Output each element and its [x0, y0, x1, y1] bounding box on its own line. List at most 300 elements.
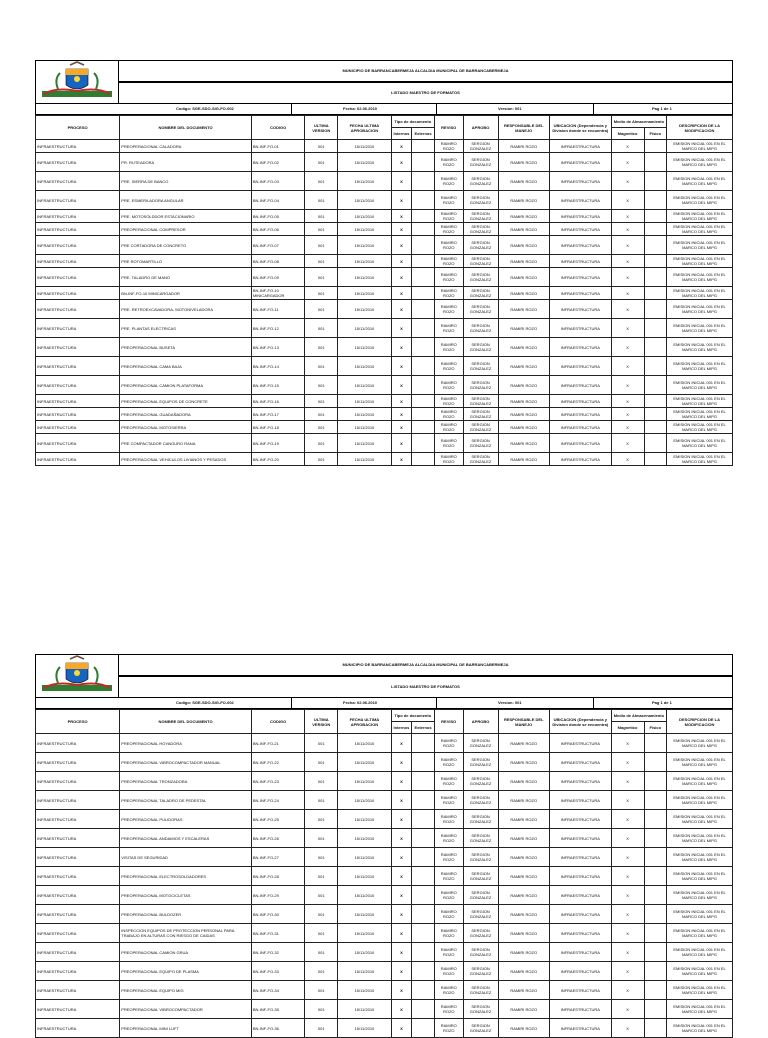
cell-responsable: RAMIRI ROZO: [498, 268, 549, 287]
cell-fisico: [644, 734, 667, 753]
table-row: [36, 210, 733, 223]
cell-proceso: INFRAESTRUCTURA: [36, 395, 120, 408]
cell-proceso: INFRAESTRUCTURA: [36, 319, 120, 338]
cell-externos: [412, 395, 435, 408]
cell-magnetico: X: [611, 848, 644, 867]
cell-responsable: RAMIRI ROZO: [498, 357, 549, 376]
cell-descripcion: EMISION INICIAL 001 EN EL MARCO DEL MIPG: [667, 981, 733, 1000]
cell-internos: X: [391, 867, 412, 886]
cell-reviso: RAMIRO ROZO: [434, 338, 463, 357]
cell-version: 001: [305, 191, 338, 210]
cell-magnetico: X: [611, 981, 644, 1000]
table-row: [36, 300, 733, 319]
cell-responsable: RAMIRI ROZO: [498, 791, 549, 810]
cell-externos: [412, 300, 435, 319]
cell-externos: [412, 338, 435, 357]
cell-nombre: PREOPERACIONAL CAMA BAJA: [120, 357, 252, 376]
formats-table: [35, 709, 733, 1038]
cell-reviso: RAMIRO ROZO: [434, 829, 463, 848]
table-row: [36, 734, 733, 753]
cell-internos: X: [391, 140, 412, 153]
cell-ubicacion: INFRAESTRUCTURA: [549, 408, 611, 421]
cell-proceso: INFRAESTRUCTURA: [36, 236, 120, 255]
cell-codigo: BN-INF-FO-23: [251, 772, 304, 791]
cell-version: 001: [305, 255, 338, 268]
cell-nombre: PREOPERACIONAL BULDOZER: [120, 905, 252, 924]
cell-version: 001: [305, 172, 338, 191]
cell-ubicacion: INFRAESTRUCTURA: [549, 287, 611, 300]
cell-fecha: 15/11/2010: [338, 236, 391, 255]
col-fecha-ultima: FECHA ULTIMA APROBACION: [338, 116, 391, 140]
cell-version: 001: [305, 943, 338, 962]
cell-codigo: BN-INF-FO-30: [251, 905, 304, 924]
cell-nombre: PREOPERACIONAL VEHICULOS LIVIANOS Y PESADOS: [120, 453, 252, 466]
cell-fisico: [644, 255, 667, 268]
cell-reviso: RAMIRO ROZO: [434, 791, 463, 810]
cell-descripcion: EMISION INICIAL 001 EN EL MARCO DEL MIPG: [667, 395, 733, 408]
cell-fisico: [644, 434, 667, 453]
cell-ubicacion: INFRAESTRUCTURA: [549, 791, 611, 810]
cell-internos: X: [391, 268, 412, 287]
cell-codigo: BN-INF-FO-06: [251, 223, 304, 236]
cell-ubicacion: INFRAESTRUCTURA: [549, 268, 611, 287]
cell-proceso: INFRAESTRUCTURA: [36, 357, 120, 376]
cell-ubicacion: INFRAESTRUCTURA: [549, 962, 611, 981]
cell-fecha: 15/11/2010: [338, 376, 391, 395]
cell-codigo: BN-INF-FO-12: [251, 319, 304, 338]
cell-codigo: BN-INF-FO-02: [251, 153, 304, 172]
cell-fisico: [644, 210, 667, 223]
cell-internos: X: [391, 153, 412, 172]
cell-proceso: INFRAESTRUCTURA: [36, 1019, 120, 1038]
cell-fecha: 15/11/2010: [338, 191, 391, 210]
cell-externos: [412, 829, 435, 848]
cell-proceso: INFRAESTRUCTURA: [36, 172, 120, 191]
cell-version: 001: [305, 453, 338, 466]
cell-aprobo: SERGION GONZALEZ: [463, 268, 498, 287]
cell-magnetico: X: [611, 1019, 644, 1038]
cell-proceso: INFRAESTRUCTURA: [36, 810, 120, 829]
cell-magnetico: X: [611, 223, 644, 236]
cell-ubicacion: INFRAESTRUCTURA: [549, 395, 611, 408]
cell-internos: X: [391, 753, 412, 772]
cell-codigo: BN-INF-FO-36: [251, 1019, 304, 1038]
cell-fisico: [644, 905, 667, 924]
cell-ubicacion: INFRAESTRUCTURA: [549, 421, 611, 434]
cell-reviso: RAMIRO ROZO: [434, 268, 463, 287]
cell-nombre: PREOPERACIONAL TRONZADORA: [120, 772, 252, 791]
cell-fisico: [644, 886, 667, 905]
cell-magnetico: X: [611, 210, 644, 223]
cell-fecha: 15/11/2010: [338, 153, 391, 172]
cell-reviso: RAMIRO ROZO: [434, 210, 463, 223]
cell-aprobo: SERGION GONZALEZ: [463, 255, 498, 268]
cell-magnetico: X: [611, 791, 644, 810]
col-fecha-ultima: FECHA ULTIMA APROBACION: [338, 710, 391, 734]
cell-fisico: [644, 421, 667, 434]
cell-fisico: [644, 223, 667, 236]
col-codigo: CODIGO: [251, 116, 304, 140]
cell-magnetico: X: [611, 191, 644, 210]
cell-proceso: INFRAESTRUCTURA: [36, 338, 120, 357]
cell-descripcion: EMISION INICIAL 001 EN EL MARCO DEL MIPG: [667, 357, 733, 376]
cell-codigo: BN-INF-FO-28: [251, 867, 304, 886]
cell-version: 001: [305, 1000, 338, 1019]
cell-internos: X: [391, 1019, 412, 1038]
cell-magnetico: X: [611, 810, 644, 829]
table-header: [36, 116, 733, 140]
cell-codigo: BN-INF-FO-08: [251, 255, 304, 268]
col-reviso: REVISO: [434, 710, 463, 734]
cell-externos: [412, 223, 435, 236]
cell-nombre: PREOPERACIONAL TALADRO DE PEDESTAL: [120, 791, 252, 810]
cell-reviso: RAMIRO ROZO: [434, 236, 463, 255]
cell-magnetico: X: [611, 408, 644, 421]
cell-internos: X: [391, 886, 412, 905]
table-row: [36, 255, 733, 268]
cell-nombre: PREOPERACIONAL CAMION GRUA: [120, 943, 252, 962]
cell-codigo: BN-INF-FO-18: [251, 421, 304, 434]
cell-magnetico: X: [611, 287, 644, 300]
col-ultima-version: ULTIMA VERSION: [305, 710, 338, 734]
municipio-title: MUNICIPIO DE BARRANCABERMEJA ALCALDIA MUNICIPAL DE BARRANCABERMEJA: [119, 60, 733, 82]
table-row: [36, 924, 733, 943]
cell-descripcion: EMISION INICIAL 001 EN EL MARCO DEL MIPG: [667, 210, 733, 223]
cell-fisico: [644, 924, 667, 943]
cell-nombre: PREOPERACIONAL CAMION PLATAFORMA: [120, 376, 252, 395]
cell-responsable: RAMIRI ROZO: [498, 810, 549, 829]
cell-fisico: [644, 236, 667, 255]
cell-responsable: RAMIRI ROZO: [498, 421, 549, 434]
cell-aprobo: SERGION GONZALEZ: [463, 962, 498, 981]
cell-internos: X: [391, 848, 412, 867]
cell-descripcion: EMISION INICIAL 001 EN EL MARCO DEL MIPG: [667, 1019, 733, 1038]
cell-descripcion: EMISION INICIAL 001 EN EL MARCO DEL MIPG: [667, 153, 733, 172]
col-nombre: NOMBRE DEL DOCUMENTO: [120, 116, 252, 140]
cell-codigo: BN-INF-FO-25: [251, 810, 304, 829]
cell-ubicacion: INFRAESTRUCTURA: [549, 140, 611, 153]
cell-responsable: RAMIRI ROZO: [498, 943, 549, 962]
table-row: [36, 191, 733, 210]
cell-fecha: 15/11/2010: [338, 268, 391, 287]
cell-externos: [412, 981, 435, 1000]
cell-nombre: PREOPERACIONAL COMPRESOR: [120, 223, 252, 236]
cell-descripcion: EMISION INICIAL 001 EN EL MARCO DEL MIPG: [667, 905, 733, 924]
cell-fisico: [644, 287, 667, 300]
cell-descripcion: EMISION INICIAL 001 EN EL MARCO DEL MIPG: [667, 924, 733, 943]
listado-title: LISTADO MAESTRO DE FORMATOS: [119, 82, 733, 104]
cell-descripcion: EMISION INICIAL 001 EN EL MARCO DEL MIPG: [667, 376, 733, 395]
cell-magnetico: X: [611, 829, 644, 848]
cell-fecha: 15/11/2010: [338, 867, 391, 886]
col-fisico: Fisico: [644, 128, 667, 140]
cell-responsable: RAMIRI ROZO: [498, 434, 549, 453]
col-proceso: PROCESO: [36, 116, 120, 140]
cell-internos: X: [391, 300, 412, 319]
cell-internos: X: [391, 408, 412, 421]
col-magnetico: Magnetico: [611, 128, 644, 140]
col-tipo-documento: Tipo de documento: [391, 116, 434, 128]
listado-title: LISTADO MAESTRO DE FORMATOS: [119, 676, 733, 698]
cell-ubicacion: INFRAESTRUCTURA: [549, 376, 611, 395]
table-row: [36, 848, 733, 867]
cell-internos: X: [391, 905, 412, 924]
col-ultima-version: ULTIMA VERSION: [305, 116, 338, 140]
cell-externos: [412, 408, 435, 421]
cell-codigo: BN-INF-FO-10 MINICARGADOR: [251, 287, 304, 300]
cell-nombre: PRE. SIERRA DE BANCO: [120, 172, 252, 191]
cell-ubicacion: INFRAESTRUCTURA: [549, 981, 611, 1000]
cell-reviso: RAMIRO ROZO: [434, 867, 463, 886]
cell-codigo: BN-INF-FO-03: [251, 172, 304, 191]
cell-proceso: INFRAESTRUCTURA: [36, 300, 120, 319]
cell-fecha: 15/11/2010: [338, 421, 391, 434]
cell-nombre: PRE CORTADORA DE CONCRETO: [120, 236, 252, 255]
col-medio: Medio de Almacenamiento: [611, 710, 667, 722]
cell-fecha: 15/11/2010: [338, 753, 391, 772]
table-row: [36, 357, 733, 376]
table-row: [36, 943, 733, 962]
cell-magnetico: X: [611, 300, 644, 319]
cell-reviso: RAMIRO ROZO: [434, 319, 463, 338]
table-row: [36, 886, 733, 905]
table-row: [36, 981, 733, 1000]
cell-internos: X: [391, 962, 412, 981]
cell-codigo: BN-INF-FO-19: [251, 434, 304, 453]
cell-fecha: 15/11/2010: [338, 223, 391, 236]
cell-nombre: PR. RUTEADORA: [120, 153, 252, 172]
cell-nombre: PREOPERACIONAL EQUIPO DE PLASMA: [120, 962, 252, 981]
col-internos: Internos: [391, 722, 412, 734]
col-aprobo: APROBO: [463, 116, 498, 140]
cell-externos: [412, 943, 435, 962]
cell-fecha: 15/11/2010: [338, 357, 391, 376]
cell-externos: [412, 1000, 435, 1019]
cell-descripcion: EMISION INICIAL 001 EN EL MARCO DEL MIPG: [667, 753, 733, 772]
cell-descripcion: EMISION INICIAL 001 EN EL MARCO DEL MIPG: [667, 453, 733, 466]
cell-reviso: RAMIRO ROZO: [434, 300, 463, 319]
cell-ubicacion: INFRAESTRUCTURA: [549, 172, 611, 191]
cell-responsable: RAMIRI ROZO: [498, 962, 549, 981]
cell-responsable: RAMIRI ROZO: [498, 338, 549, 357]
cell-aprobo: SERGION GONZALEZ: [463, 905, 498, 924]
cell-fecha: 15/11/2010: [338, 905, 391, 924]
cell-nombre: PREOPERACIONAL CALADORA: [120, 140, 252, 153]
cell-aprobo: SERGION GONZALEZ: [463, 453, 498, 466]
cell-codigo: BN-INF-FO-17: [251, 408, 304, 421]
cell-ubicacion: INFRAESTRUCTURA: [549, 255, 611, 268]
cell-responsable: RAMIRI ROZO: [498, 300, 549, 319]
col-ubicacion: UBICACION (Dependencia y Division donde se encuentra): [549, 710, 611, 734]
cell-fisico: [644, 338, 667, 357]
table-row: [36, 140, 733, 153]
cell-nombre: PREOPERACIONAL ANDAMIOS Y ESCALERAS: [120, 829, 252, 848]
cell-aprobo: SERGION GONZALEZ: [463, 236, 498, 255]
cell-reviso: RAMIRO ROZO: [434, 943, 463, 962]
cell-aprobo: SERGION GONZALEZ: [463, 753, 498, 772]
cell-internos: X: [391, 943, 412, 962]
cell-aprobo: SERGION GONZALEZ: [463, 1019, 498, 1038]
cell-responsable: RAMIRI ROZO: [498, 1000, 549, 1019]
col-responsable: RESPONSABLE DEL MANEJO: [498, 116, 549, 140]
cell-descripcion: EMISION INICIAL 001 EN EL MARCO DEL MIPG: [667, 810, 733, 829]
cell-fisico: [644, 153, 667, 172]
cell-internos: X: [391, 810, 412, 829]
cell-aprobo: SERGION GONZALEZ: [463, 287, 498, 300]
cell-fecha: 15/11/2010: [338, 434, 391, 453]
cell-fecha: 15/11/2010: [338, 962, 391, 981]
cell-fecha: 15/11/2010: [338, 140, 391, 153]
fecha-label: Fecha: 02.06.2010: [343, 106, 378, 111]
cell-descripcion: EMISION INICIAL 001 EN EL MARCO DEL MIPG: [667, 223, 733, 236]
cell-proceso: INFRAESTRUCTURA: [36, 753, 120, 772]
cell-ubicacion: INFRAESTRUCTURA: [549, 153, 611, 172]
cell-aprobo: SERGION GONZALEZ: [463, 300, 498, 319]
cell-responsable: RAMIRI ROZO: [498, 140, 549, 153]
cell-version: 001: [305, 287, 338, 300]
cell-externos: [412, 753, 435, 772]
cell-ubicacion: INFRAESTRUCTURA: [549, 357, 611, 376]
cell-codigo: BN-INF-FO-24: [251, 791, 304, 810]
cell-responsable: RAMIRI ROZO: [498, 395, 549, 408]
cell-internos: X: [391, 236, 412, 255]
cell-version: 001: [305, 395, 338, 408]
cell-nombre: PRE COMPACTADOR CANGURO RANA: [120, 434, 252, 453]
cell-version: 001: [305, 338, 338, 357]
cell-responsable: RAMIRI ROZO: [498, 287, 549, 300]
cell-responsable: RAMIRI ROZO: [498, 319, 549, 338]
cell-proceso: INFRAESTRUCTURA: [36, 191, 120, 210]
cell-externos: [412, 962, 435, 981]
cell-codigo: BN-INF-FO-05: [251, 210, 304, 223]
cell-fisico: [644, 300, 667, 319]
cell-fisico: [644, 395, 667, 408]
cell-descripcion: EMISION INICIAL 001 EN EL MARCO DEL MIPG: [667, 287, 733, 300]
cell-reviso: RAMIRO ROZO: [434, 172, 463, 191]
cell-fisico: [644, 791, 667, 810]
cell-magnetico: X: [611, 319, 644, 338]
table-header: [36, 710, 733, 734]
cell-reviso: RAMIRO ROZO: [434, 1000, 463, 1019]
col-internos: Internos: [391, 128, 412, 140]
cell-ubicacion: INFRAESTRUCTURA: [549, 734, 611, 753]
cell-externos: [412, 236, 435, 255]
col-fisico: Fisico: [644, 722, 667, 734]
cell-reviso: RAMIRO ROZO: [434, 395, 463, 408]
cell-aprobo: SERGION GONZALEZ: [463, 408, 498, 421]
cell-magnetico: X: [611, 421, 644, 434]
col-codigo: CODIGO: [251, 710, 304, 734]
cell-fisico: [644, 829, 667, 848]
table-row: [36, 1019, 733, 1038]
cell-reviso: RAMIRO ROZO: [434, 255, 463, 268]
municipal-crest-logo: [35, 60, 119, 104]
table-row: [36, 772, 733, 791]
cell-fisico: [644, 140, 667, 153]
cell-fecha: 15/11/2010: [338, 255, 391, 268]
cell-magnetico: X: [611, 453, 644, 466]
table-row: [36, 153, 733, 172]
cell-version: 001: [305, 924, 338, 943]
cell-version: 001: [305, 210, 338, 223]
cell-magnetico: X: [611, 943, 644, 962]
cell-codigo: BN-INF-FO-29: [251, 886, 304, 905]
cell-nombre: VISITAS DE SEGURIDAD: [120, 848, 252, 867]
cell-responsable: RAMIRI ROZO: [498, 867, 549, 886]
cell-ubicacion: INFRAESTRUCTURA: [549, 943, 611, 962]
cell-responsable: RAMIRI ROZO: [498, 236, 549, 255]
cell-externos: [412, 924, 435, 943]
version-label: Version: 001: [498, 106, 522, 111]
cell-codigo: BN-INF-FO-11: [251, 300, 304, 319]
cell-fisico: [644, 357, 667, 376]
cell-proceso: INFRAESTRUCTURA: [36, 943, 120, 962]
cell-externos: [412, 453, 435, 466]
fecha-label: Fecha: 02.06.2010: [343, 700, 378, 705]
cell-reviso: RAMIRO ROZO: [434, 287, 463, 300]
cell-fisico: [644, 1019, 667, 1038]
cell-version: 001: [305, 962, 338, 981]
cell-fecha: 15/11/2010: [338, 924, 391, 943]
cell-reviso: RAMIRO ROZO: [434, 753, 463, 772]
cell-proceso: INFRAESTRUCTURA: [36, 268, 120, 287]
cell-reviso: RAMIRO ROZO: [434, 223, 463, 236]
cell-ubicacion: INFRAESTRUCTURA: [549, 300, 611, 319]
cell-codigo: BN-INF-FO-07: [251, 236, 304, 255]
cell-fecha: 15/11/2010: [338, 772, 391, 791]
cell-proceso: INFRAESTRUCTURA: [36, 376, 120, 395]
cell-ubicacion: INFRAESTRUCTURA: [549, 886, 611, 905]
cell-responsable: RAMIRI ROZO: [498, 255, 549, 268]
cell-fisico: [644, 810, 667, 829]
cell-version: 001: [305, 357, 338, 376]
table-row: [36, 338, 733, 357]
cell-fisico: [644, 319, 667, 338]
cell-externos: [412, 886, 435, 905]
table-row: [36, 287, 733, 300]
cell-magnetico: X: [611, 734, 644, 753]
cell-proceso: INFRAESTRUCTURA: [36, 791, 120, 810]
cell-externos: [412, 434, 435, 453]
cell-proceso: INFRAESTRUCTURA: [36, 1000, 120, 1019]
cell-proceso: INFRAESTRUCTURA: [36, 434, 120, 453]
cell-externos: [412, 867, 435, 886]
cell-magnetico: X: [611, 153, 644, 172]
cell-responsable: RAMIRI ROZO: [498, 210, 549, 223]
cell-fecha: 15/11/2010: [338, 338, 391, 357]
cell-nombre: PRE. MOTOSOLDDOR ESTACIONARIO: [120, 210, 252, 223]
cell-fecha: 15/11/2010: [338, 791, 391, 810]
cell-fecha: 15/11/2010: [338, 300, 391, 319]
cell-version: 001: [305, 376, 338, 395]
cell-nombre: PRE. ESMERILADORA ANGULAR: [120, 191, 252, 210]
cell-proceso: INFRAESTRUCTURA: [36, 223, 120, 236]
cell-version: 001: [305, 829, 338, 848]
cell-reviso: RAMIRO ROZO: [434, 810, 463, 829]
pagina-label: Pag 1 de 1: [652, 700, 672, 705]
cell-ubicacion: INFRAESTRUCTURA: [549, 1000, 611, 1019]
cell-aprobo: SERGION GONZALEZ: [463, 791, 498, 810]
cell-nombre: PREOPERACIONAL GUADAÑADORA: [120, 408, 252, 421]
cell-version: 001: [305, 867, 338, 886]
cell-nombre: PRE ROTOMARTILLO: [120, 255, 252, 268]
cell-externos: [412, 140, 435, 153]
cell-responsable: RAMIRI ROZO: [498, 1019, 549, 1038]
cell-magnetico: X: [611, 236, 644, 255]
cell-nombre: BN-INF-FO-10 MINICARGADOR: [120, 287, 252, 300]
cell-externos: [412, 191, 435, 210]
cell-descripcion: EMISION INICIAL 001 EN EL MARCO DEL MIPG: [667, 236, 733, 255]
